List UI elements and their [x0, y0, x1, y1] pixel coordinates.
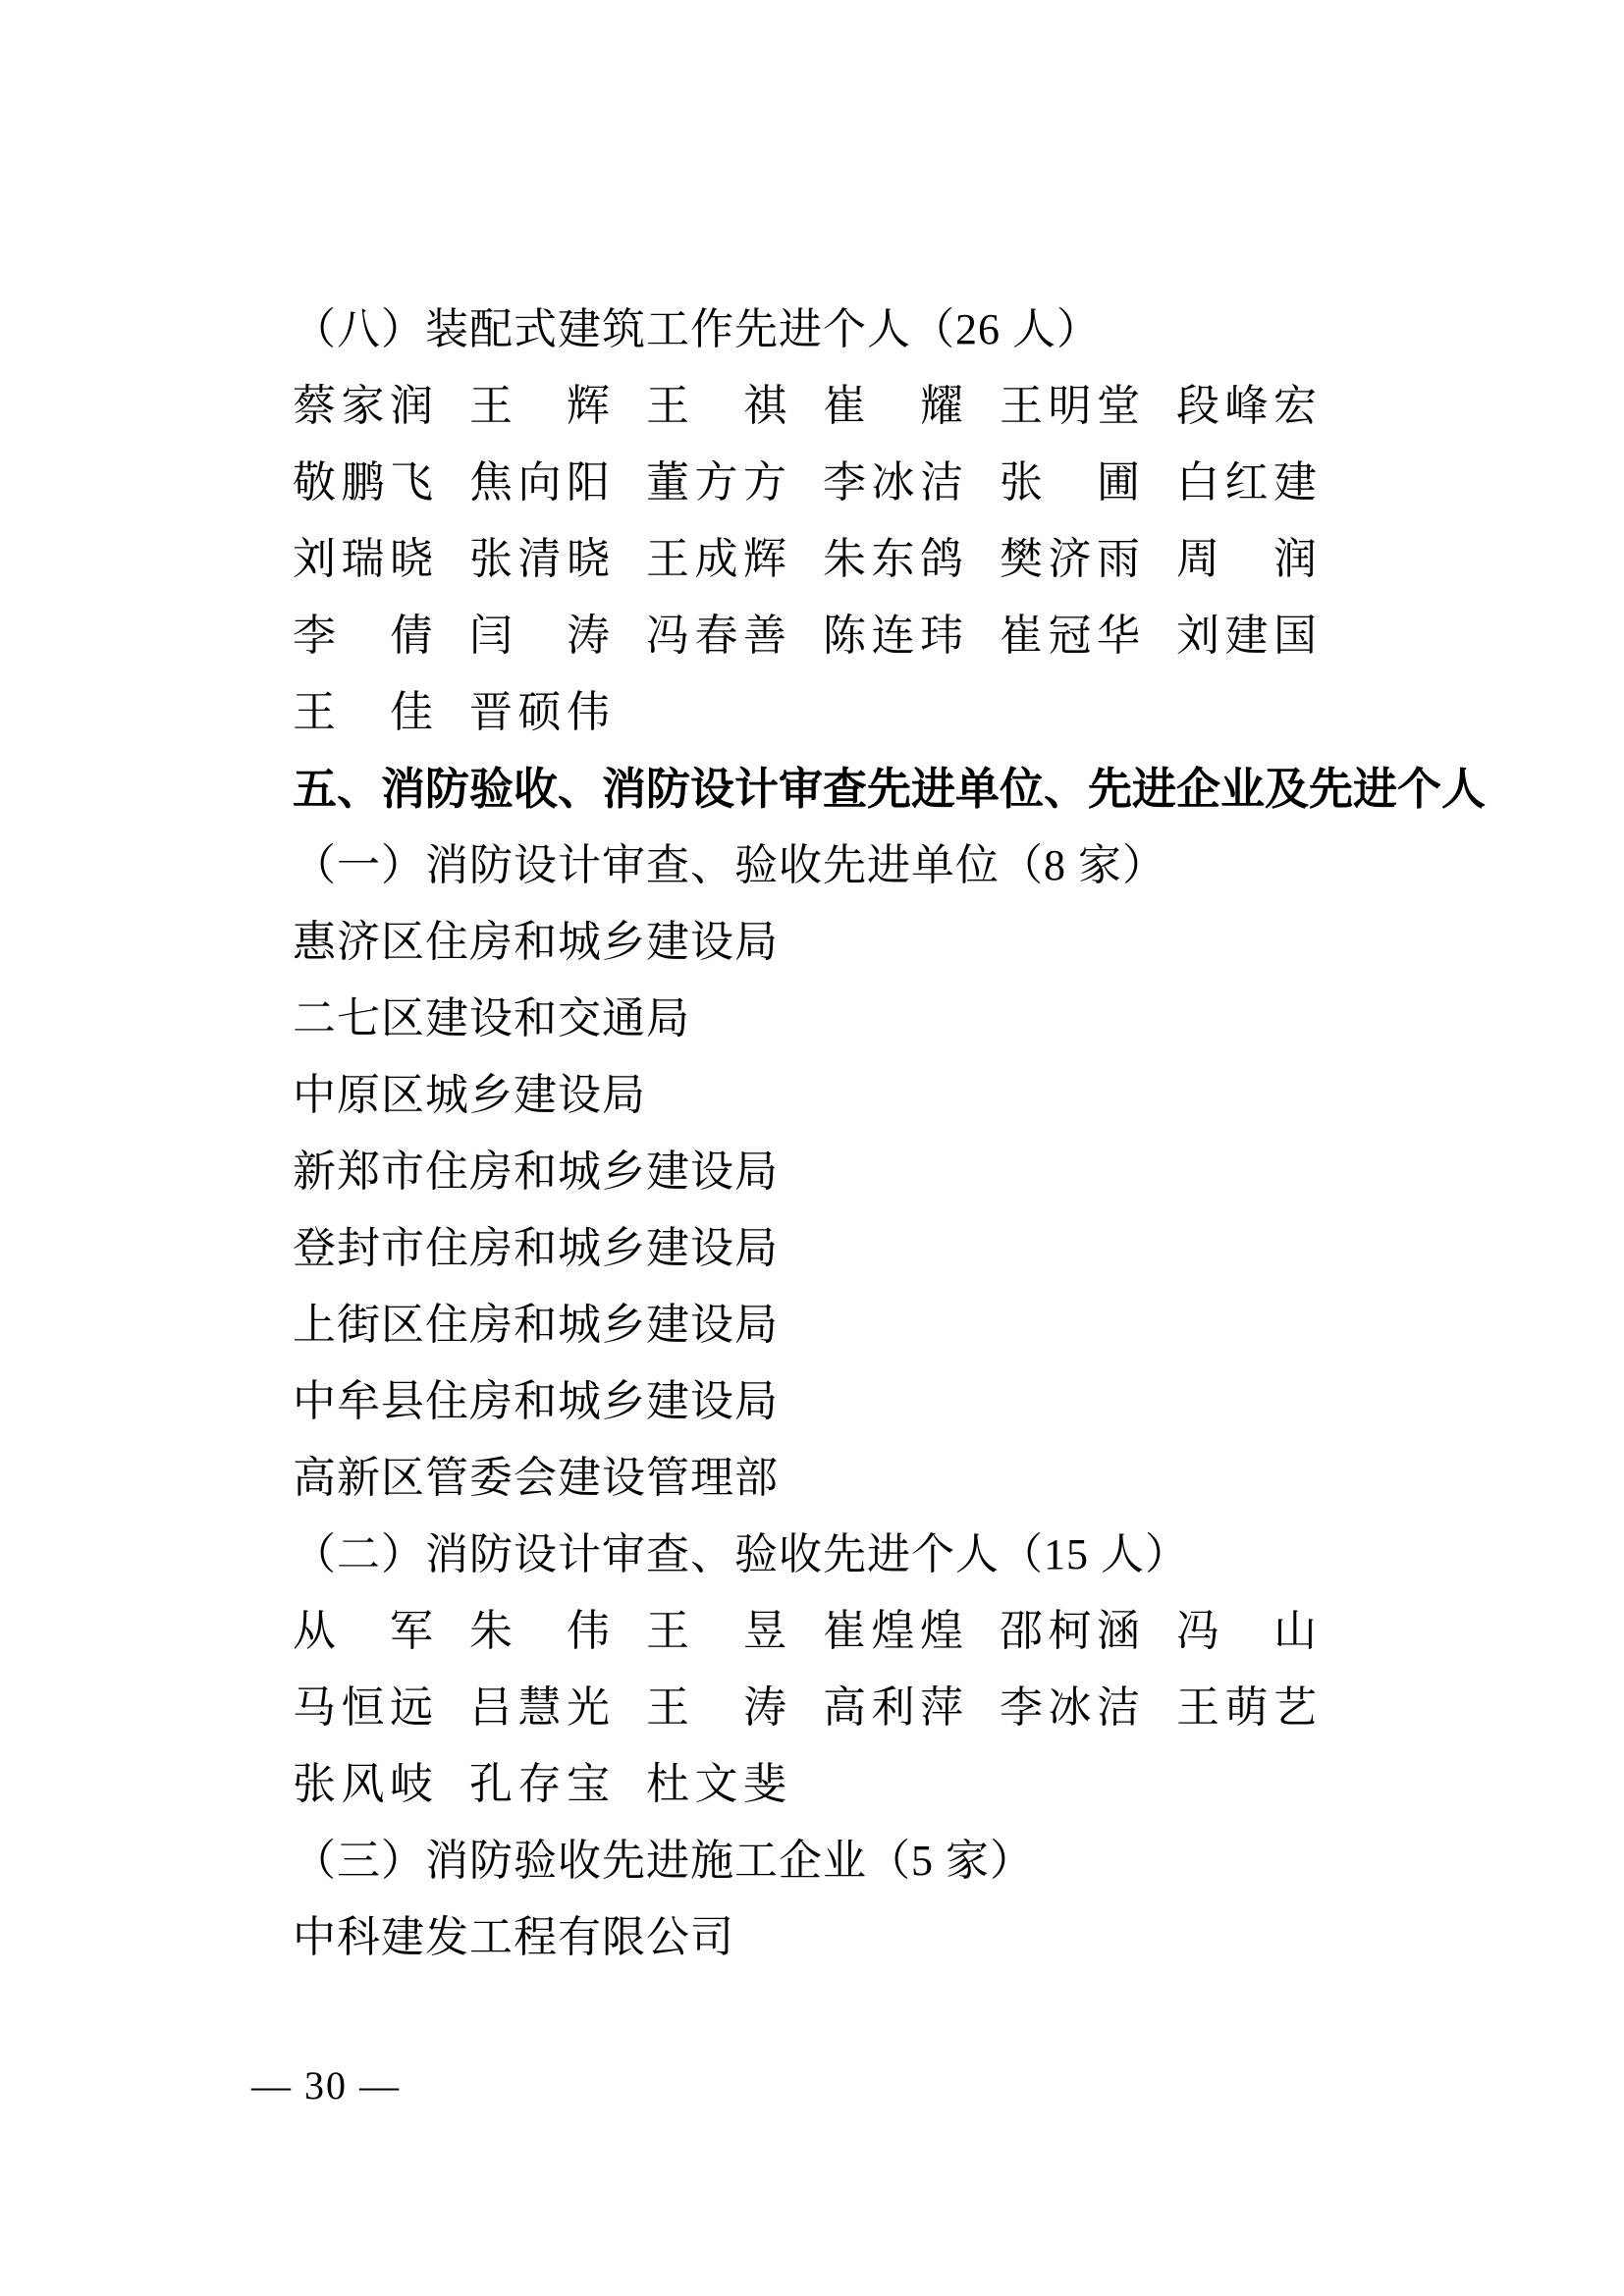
person-name [1176, 521, 1318, 598]
person-name [469, 598, 611, 674]
name-char: 晋 [469, 688, 514, 736]
name-char: 洁 [920, 458, 964, 507]
name-char: 文 [694, 1760, 739, 1808]
name-char: 冰 [871, 458, 916, 507]
name-char: 敬 [293, 458, 337, 507]
person-name [1176, 598, 1318, 674]
name-char: 伟 [567, 688, 611, 736]
section-title: 五、消防验收、消防设计审查先进单位、先进企业及先进个人 [293, 764, 1487, 814]
name-char: 煌 [920, 1607, 964, 1655]
person-name [1176, 1593, 1318, 1670]
name-char: 昱 [743, 1607, 787, 1655]
unit-name-line: 中原区城乡建设局 [293, 1071, 646, 1119]
name-char: 涛 [567, 612, 611, 660]
name-char: 王 [469, 382, 514, 430]
name-char: 煌 [871, 1607, 916, 1655]
name-char: 雨 [1097, 535, 1141, 583]
name-char: 国 [1273, 612, 1318, 660]
name-char: 杜 [646, 1760, 690, 1808]
name-char: 佳 [390, 688, 434, 736]
name-char: 军 [390, 1607, 434, 1655]
name-char: 董 [646, 458, 690, 507]
name-char: 冯 [1176, 1607, 1220, 1655]
name-char: 王 [293, 688, 337, 736]
unit-name-line: 惠济区住房和城乡建设局 [293, 918, 779, 966]
name-char: 宝 [567, 1760, 611, 1808]
names-row [293, 445, 1451, 521]
person-name [646, 598, 787, 674]
name-char: 飞 [390, 458, 434, 507]
name-char: 晓 [390, 535, 434, 583]
name-char: 方 [743, 458, 787, 507]
person-name [646, 368, 787, 445]
name-char: 王 [1176, 1683, 1220, 1732]
name-char: 蔡 [293, 382, 337, 430]
person-name [1176, 445, 1318, 521]
name-char: 涛 [743, 1683, 787, 1732]
unit-name-line: 登封市住房和城乡建设局 [293, 1224, 779, 1272]
name-char: 冰 [1048, 1683, 1093, 1732]
name-char: 张 [1000, 458, 1044, 507]
subsection-heading: （三）消防验收先进施工企业（5 家） [293, 1837, 1034, 1885]
names-row [293, 368, 1451, 445]
person-name [293, 1593, 434, 1670]
unit-name-line: 高新区管委会建设管理部 [293, 1454, 779, 1502]
name-char: 萍 [920, 1683, 964, 1732]
name-char: 崔 [823, 1607, 867, 1655]
unit-name-line: 上街区住房和城乡建设局 [293, 1301, 779, 1349]
name-char: 成 [694, 535, 739, 583]
person-name [823, 1670, 964, 1746]
name-char: 春 [694, 612, 739, 660]
name-char: 建 [1273, 458, 1318, 507]
name-char: 圃 [1097, 458, 1141, 507]
person-name [469, 1670, 611, 1746]
name-char: 闫 [469, 612, 514, 660]
name-char: 东 [871, 535, 916, 583]
name-char: 张 [293, 1760, 337, 1808]
name-char: 方 [694, 458, 739, 507]
name-char: 高 [823, 1683, 867, 1732]
names-row [293, 1746, 1451, 1823]
name-char: 朱 [823, 535, 867, 583]
name-char: 周 [1176, 535, 1220, 583]
person-name [469, 445, 611, 521]
name-char: 马 [293, 1683, 337, 1732]
name-char: 建 [1224, 612, 1270, 660]
name-char: 向 [517, 458, 563, 507]
name-char: 恒 [341, 1683, 386, 1732]
name-char: 鹏 [341, 458, 386, 507]
name-char: 崔 [1000, 612, 1044, 660]
name-char: 存 [517, 1760, 563, 1808]
unit-name-line: 中科建发工程有限公司 [293, 1913, 734, 1961]
name-char: 济 [1048, 535, 1093, 583]
person-name [646, 1746, 787, 1823]
name-char: 红 [1224, 458, 1270, 507]
person-name [293, 674, 434, 751]
name-char: 王 [646, 382, 690, 430]
name-char: 祺 [743, 382, 787, 430]
person-name [646, 445, 787, 521]
person-name [469, 368, 611, 445]
person-name [1000, 521, 1141, 598]
names-row [293, 521, 1451, 598]
subsection-heading: （八）装配式建筑工作先进个人（26 人） [293, 305, 1101, 353]
names-row [293, 598, 1451, 674]
person-name [293, 368, 434, 445]
person-name [646, 1670, 787, 1746]
person-name [293, 521, 434, 598]
name-char: 邵 [1000, 1607, 1044, 1655]
name-char: 善 [743, 612, 787, 660]
name-char: 明 [1048, 382, 1093, 430]
person-name [1000, 598, 1141, 674]
name-char: 家 [341, 382, 386, 430]
name-char: 晓 [567, 535, 611, 583]
name-char: 王 [646, 1607, 690, 1655]
person-name [293, 598, 434, 674]
person-name [1000, 368, 1141, 445]
name-char: 段 [1176, 382, 1220, 430]
name-char: 崔 [823, 382, 867, 430]
names-row [293, 674, 1451, 751]
name-char: 焦 [469, 458, 514, 507]
person-name [293, 1746, 434, 1823]
name-char: 王 [1000, 382, 1044, 430]
name-char: 华 [1097, 612, 1141, 660]
name-char: 李 [823, 458, 867, 507]
name-char: 刘 [293, 535, 337, 583]
names-row [293, 1593, 1451, 1670]
name-char: 朱 [469, 1607, 514, 1655]
name-char: 瑞 [341, 535, 386, 583]
unit-name-line: 新郑市住房和城乡建设局 [293, 1148, 779, 1196]
person-name [1176, 1670, 1318, 1746]
name-char: 润 [1273, 535, 1318, 583]
person-name [823, 598, 964, 674]
person-name [646, 1593, 787, 1670]
unit-name-line: 二七区建设和交通局 [293, 994, 690, 1042]
name-char: 刘 [1176, 612, 1220, 660]
name-char: 堂 [1097, 382, 1141, 430]
name-char: 斐 [743, 1760, 787, 1808]
subsection-heading: （二）消防设计审查、验收先进个人（15 人） [293, 1530, 1189, 1578]
person-name [469, 1746, 611, 1823]
name-char: 阳 [567, 458, 611, 507]
name-char: 王 [646, 535, 690, 583]
name-char: 涵 [1097, 1607, 1141, 1655]
subsection-heading: （一）消防设计审查、验收先进单位（8 家） [293, 841, 1166, 889]
name-char: 白 [1176, 458, 1220, 507]
name-char: 萌 [1224, 1683, 1270, 1732]
name-char: 柯 [1048, 1607, 1093, 1655]
person-name [469, 674, 611, 751]
name-char: 吕 [469, 1683, 514, 1732]
name-char: 耀 [920, 382, 964, 430]
name-char: 岐 [390, 1760, 434, 1808]
person-name [1176, 368, 1318, 445]
name-char: 润 [390, 382, 434, 430]
name-char: 慧 [517, 1683, 563, 1732]
person-name [823, 521, 964, 598]
name-char: 樊 [1000, 535, 1044, 583]
name-char: 硕 [517, 688, 563, 736]
person-name [293, 1670, 434, 1746]
person-name [469, 1593, 611, 1670]
names-row [293, 1670, 1451, 1746]
person-name [1000, 1670, 1141, 1746]
name-char: 孔 [469, 1760, 514, 1808]
name-char: 从 [293, 1607, 337, 1655]
name-char: 辉 [567, 382, 611, 430]
name-char: 张 [469, 535, 514, 583]
document-body [293, 292, 1487, 1976]
name-char: 李 [293, 612, 337, 660]
name-char: 冯 [646, 612, 690, 660]
person-name [1000, 445, 1141, 521]
name-char: 倩 [390, 612, 434, 660]
name-char: 艺 [1273, 1683, 1318, 1732]
name-char: 连 [871, 612, 916, 660]
name-char: 冠 [1048, 612, 1093, 660]
name-char: 鸽 [920, 535, 964, 583]
name-char: 伟 [567, 1607, 611, 1655]
name-char: 辉 [743, 535, 787, 583]
page-number: — 30 — [251, 2063, 401, 2108]
name-char: 玮 [920, 612, 964, 660]
person-name [469, 521, 611, 598]
name-char: 陈 [823, 612, 867, 660]
name-char: 王 [646, 1683, 690, 1732]
name-char: 李 [1000, 1683, 1044, 1732]
unit-name-line: 中牟县住房和城乡建设局 [293, 1377, 779, 1425]
name-char: 风 [341, 1760, 386, 1808]
name-char: 峰 [1224, 382, 1270, 430]
person-name [823, 445, 964, 521]
name-char: 光 [567, 1683, 611, 1732]
name-char: 山 [1273, 1607, 1318, 1655]
person-name [823, 368, 964, 445]
person-name [823, 1593, 964, 1670]
name-char: 宏 [1273, 382, 1318, 430]
person-name [293, 445, 434, 521]
person-name [1000, 1593, 1141, 1670]
person-name [646, 521, 787, 598]
name-char: 清 [517, 535, 563, 583]
name-char: 远 [390, 1683, 434, 1732]
name-char: 洁 [1097, 1683, 1141, 1732]
name-char: 利 [871, 1683, 916, 1732]
